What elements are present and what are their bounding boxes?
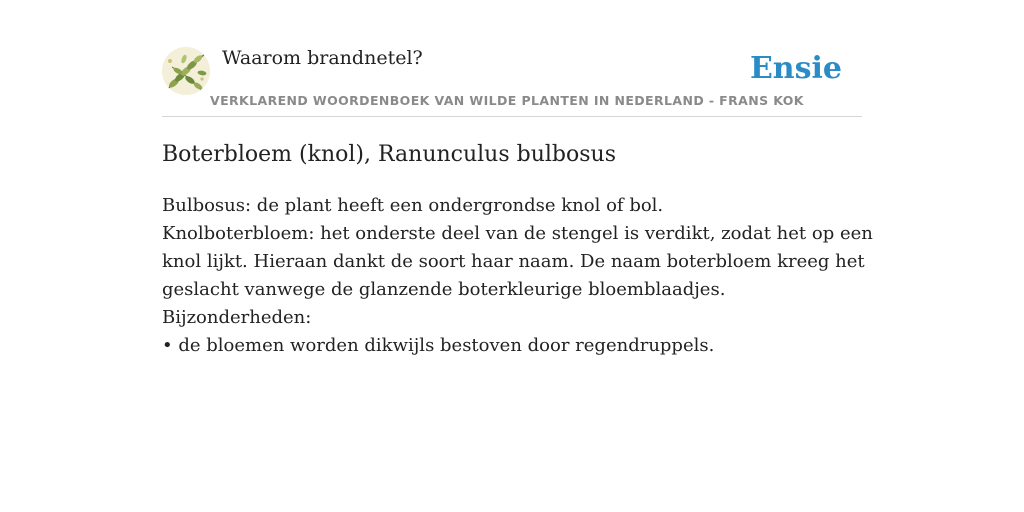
dictionary-subtitle: VERKLAREND WOORDENBOEK VAN WILDE PLANTEN IN NEDERLAND - FRANS KOK: [210, 93, 804, 108]
entry-line: Bulbosus: de plant heeft een ondergrondse knol of bol.: [162, 195, 664, 216]
entry-line: knol lijkt. Hieraan dankt de soort haar naam. De naam boterbloem kreeg het: [162, 251, 865, 272]
site-title-link[interactable]: Waarom brandnetel?: [222, 47, 423, 69]
entry-line: Bijzonderheden:: [162, 307, 312, 328]
entry-line: • de bloemen worden dikwijls bestoven door regendruppels.: [162, 335, 715, 356]
header: [162, 0, 862, 117]
entry-title: Boterbloem (knol), Ranunculus bulbosus: [162, 142, 616, 167]
plant-leaves-icon[interactable]: [162, 47, 210, 95]
page: [162, 0, 873, 356]
entry-body: [162, 192, 873, 360]
ensie-logo-link[interactable]: Ensie: [749, 51, 842, 86]
entry-line: Knolboterbloem: het onderste deel van de stengel is verdikt, zodat het op een: [162, 223, 873, 244]
entry-line: geslacht vanwege de glanzende boterkleurige bloemblaadjes.: [162, 279, 726, 300]
